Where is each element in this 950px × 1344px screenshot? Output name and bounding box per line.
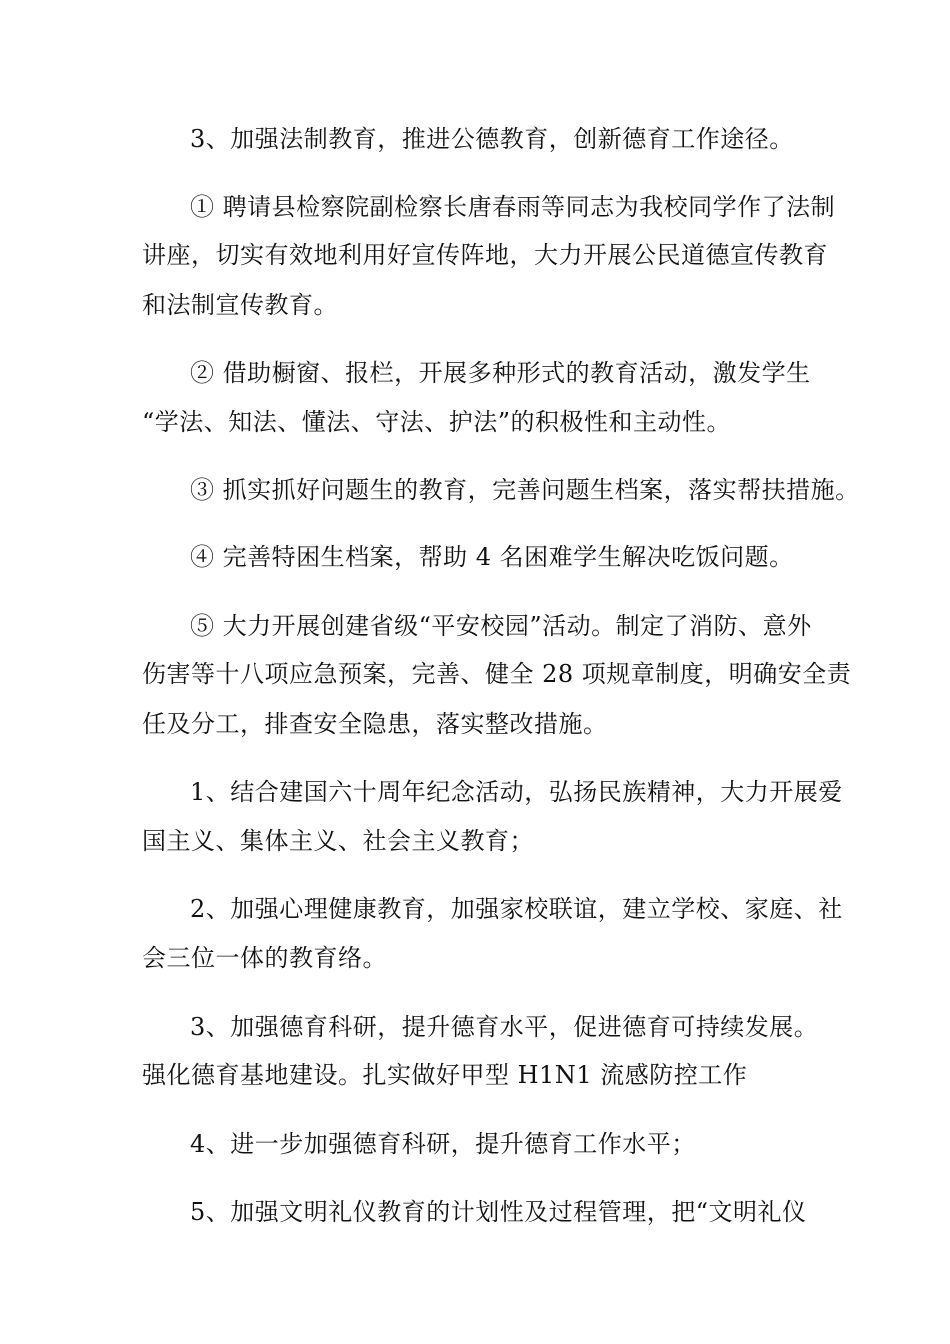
numbered-3-line-1: 3、加强德育科研，提升德育水平，促进德育可持续发展。 bbox=[190, 1013, 819, 1041]
item-1-line-3: 和法制宣传教育。 bbox=[142, 291, 338, 319]
paragraph-3-heading: 3、加强法制教育，推进公德教育，创新德育工作途径。 bbox=[190, 125, 794, 153]
item-2-line-2: “学法、知法、懂法、守法、护法”的积极性和主动性。 bbox=[142, 408, 732, 436]
item-3-line-1: ③ 抓实抓好问题生的教育，完善问题生档案，落实帮扶措施。 bbox=[190, 476, 860, 504]
numbered-2-line-1: 2、加强心理健康教育，加强家校联谊，建立学校、家庭、社 bbox=[190, 895, 843, 923]
numbered-1-line-1: 1、结合建国六十周年纪念活动，弘扬民族精神，大力开展爱 bbox=[190, 778, 843, 806]
numbered-2-line-2: 会三位一体的教育络。 bbox=[142, 944, 387, 972]
item-2-line-1: ② 借助橱窗、报栏，开展多种形式的教育活动，激发学生 bbox=[190, 359, 811, 387]
item-4-line-1: ④ 完善特困生档案，帮助 4 名困难学生解决吃饭问题。 bbox=[190, 543, 794, 571]
item-5-line-2: 伤害等十八项应急预案，完善、健全 28 项规章制度，明确安全责 bbox=[142, 660, 852, 688]
numbered-1-line-2: 国主义、集体主义、社会主义教育； bbox=[142, 827, 534, 855]
item-1-line-1: ① 聘请县检察院副检察长唐春雨等同志为我校同学作了法制 bbox=[190, 193, 836, 221]
item-5-line-3: 任及分工，排查安全隐患，落实整改措施。 bbox=[142, 710, 608, 738]
item-5-line-1: ⑤ 大力开展创建省级“平安校园”活动。制定了消防、意外 bbox=[190, 612, 812, 640]
numbered-3-line-2: 强化德育基地建设。扎实做好甲型 H1N1 流感防控工作 bbox=[142, 1061, 748, 1089]
item-1-line-2: 讲座，切实有效地利用好宣传阵地，大力开展公民道德宣传教育 bbox=[142, 241, 828, 269]
numbered-4-line-1: 4、进一步加强德育科研，提升德育工作水平； bbox=[190, 1130, 696, 1158]
numbered-5-line-1: 5、加强文明礼仪教育的计划性及过程管理，把“文明礼仪 bbox=[190, 1198, 807, 1226]
